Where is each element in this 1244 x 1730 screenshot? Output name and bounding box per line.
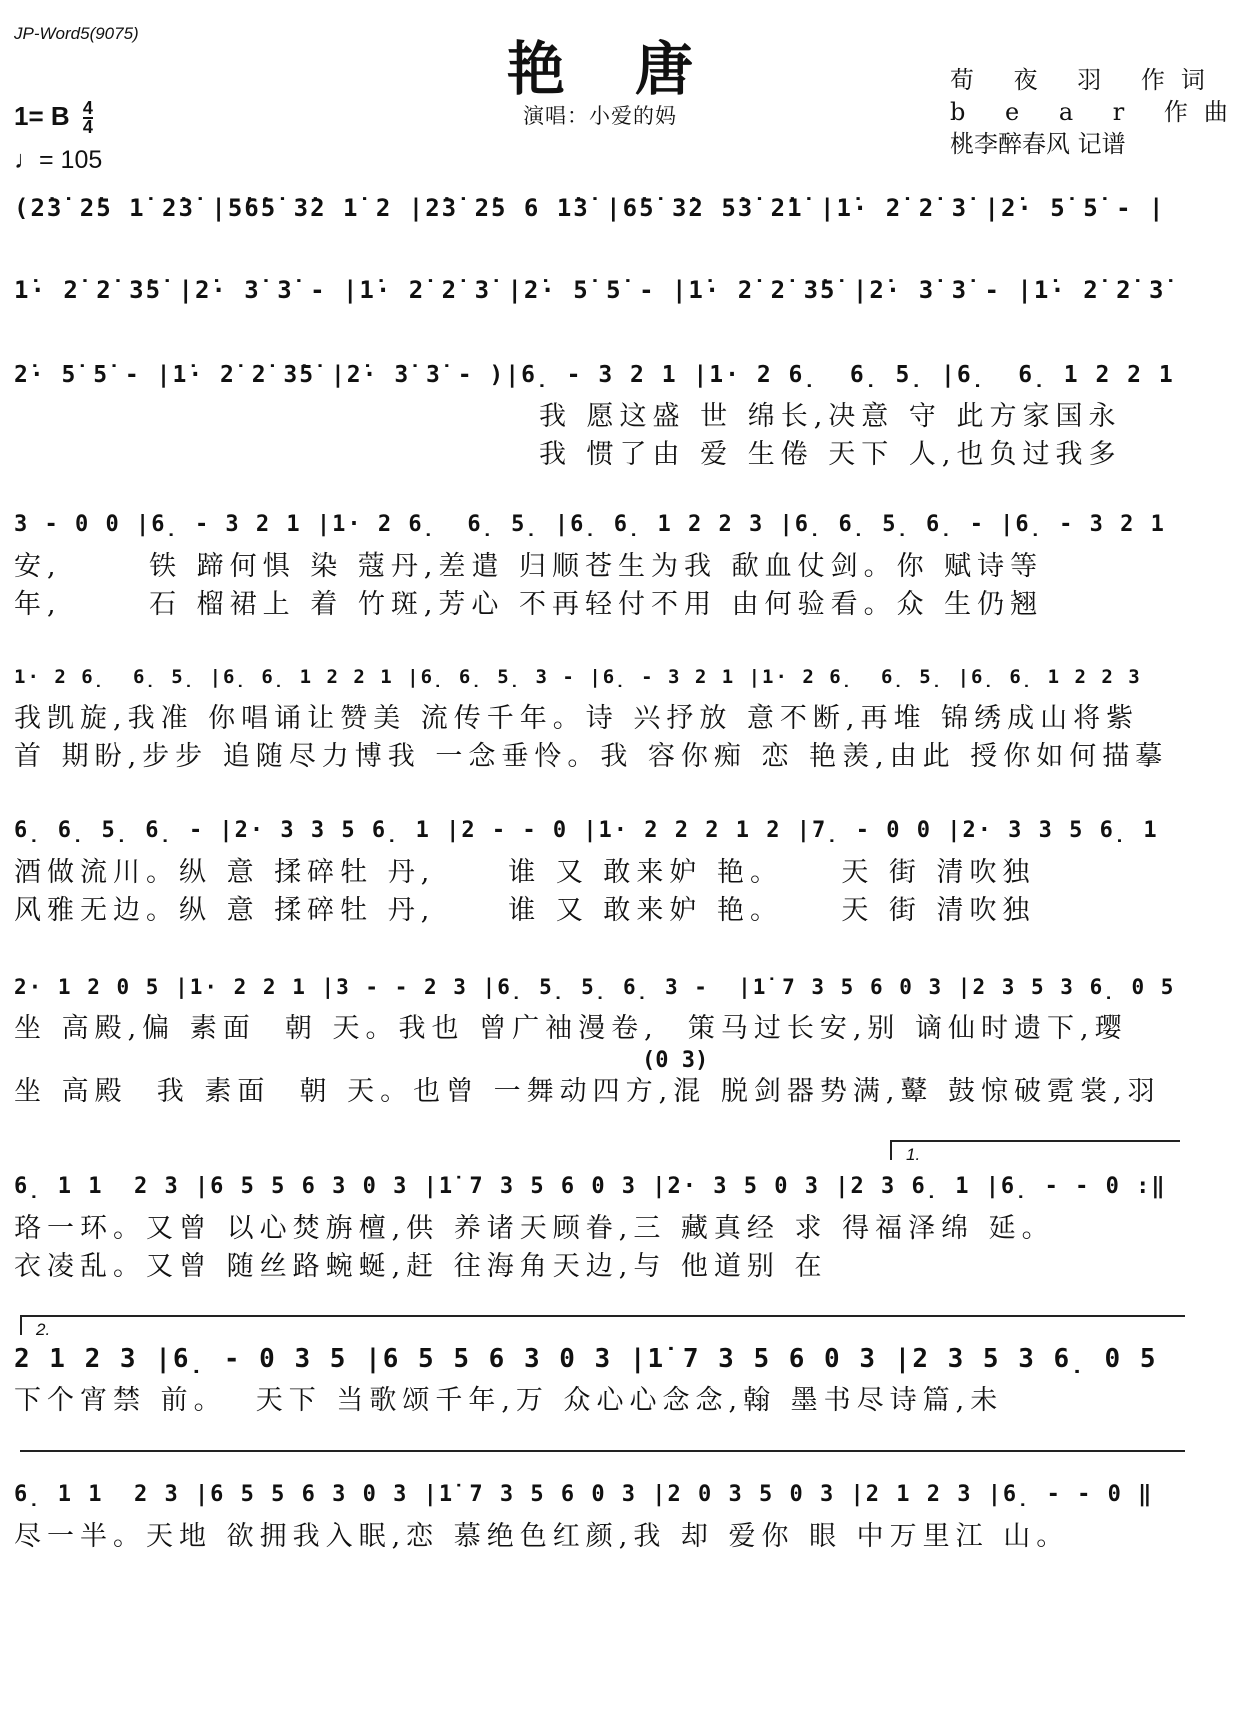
- time-signature: [83, 100, 93, 136]
- notes-line: 2· 1 2 0 5 |1· 2 2 1 |3 - - 2 3 |6̣ 5̣ 5̣ 6̣ 3 - |1̇ 7 3 5 6 0 3 |2 3 5 3 6̣ 0 5: [14, 975, 1176, 999]
- lyricist: 荀 夜 羽 作词: [950, 66, 1221, 94]
- tempo-mark: ♩= 105: [14, 146, 103, 174]
- lyric-verse-1: 尽一半。天地 欲拥我入眠,恋 慕绝色红颜,我 却 爱你 眼 中万里江 山。: [14, 1521, 1070, 1552]
- lyric-verse-2: 坐 高殿 我 素面 朝 天。也曾 一舞动四方,混 脱剑器势满,鼙 鼓惊破霓裳,羽: [14, 1076, 1161, 1107]
- volta-2-label: 2.: [36, 1320, 51, 1339]
- notes-line: (2̇3̇ 2̇5 1̇ 2̇3̇ |5̇6̇5̇ 3̇2 1̇ 2 |2̇3̇ 2̇5 6 1̇3̇ |6̇5̇ 3̇2 5̇3̇ 2̇1̇ |1̇· 2̇ 2̇ 3̇ |2̇· 5̇ 5̇ - |: [14, 194, 1166, 222]
- lyric-verse-1: 酒做流川。纵 意 揉碎牡 丹, 谁 又 敢来妒 艳。 天 街 清吹独: [14, 857, 1036, 888]
- lyric-verse-2: 风雅无边。纵 意 揉碎牡 丹, 谁 又 敢来妒 艳。 天 街 清吹独: [14, 895, 1036, 926]
- lyric-verse-2: 我 惯了由 爱 生倦 天下 人,也负过我多: [14, 439, 1122, 470]
- notes-line: 1· 2 6̣ 6̣ 5̣ |6̣ 6̣ 1 2 2 1 |6̣ 6̣ 5̣ 3 - |6̣ - 3 2 1 |1· 2 6̣ 6̣ 5̣ |6̣ 6̣ 1 2 2 3: [14, 666, 1142, 688]
- singer-line: 演唱：小爱的妈: [523, 104, 677, 128]
- notes-line: 6̣ 1 1 2 3 |6 5 5 6 3 0 3 |1̇ 7 3 5 6 0 3 |2· 3 5 0 3 |2 3 6̣ 1 |6̣ - - 0 :‖: [14, 1174, 1167, 1199]
- notes-line: 6̣ 1 1 2 3 |6 5 5 6 3 0 3 |1̇ 7 3 5 6 0 3 |2 0 3 5 0 3 |2 1 2 3 |6̣ - - 0 ‖: [14, 1482, 1154, 1507]
- lyric-verse-2: 年, 石 榴裙上 着 竹斑,芳心 不再轻付不用 由何验看。众 生仍翘: [14, 589, 1044, 620]
- software-label: JP-Word5(9075): [14, 24, 139, 43]
- lyric-verse-1: 坐 高殿,偏 素面 朝 天。我也 曾广袖漫卷, 策马过长安,别 谪仙时遗下,璎: [14, 1013, 1128, 1044]
- key-text: 1= B: [14, 100, 70, 131]
- notes-line: 6̣ 6̣ 5̣ 6̣ - |2· 3 3 5 6̣ 1 |2 - - 0 |1· 2 2 2 1 2 |7̣ - 0 0 |2· 3 3 5 6̣ 1: [14, 818, 1159, 843]
- notes-line: 2̇· 5̇ 5̇ - |1̇· 2̇ 2̇ 3̇5̇ |2̇· 3̇ 3̇ - )|6̣ - 3 2 1 |1· 2 6̣ 6̣ 5̣ |6̣ 6̣ 1 2 2 1: [14, 362, 1175, 388]
- lyric-verse-2: 衣凌乱。又曾 随丝路蜿蜒,赶 往海角天边,与 他道别 在: [14, 1251, 828, 1282]
- lyric-verse-1: 下个宵禁 前。 天下 当歌颂千年,万 众心心念念,翰 墨书尽诗篇,未: [14, 1385, 1004, 1416]
- separator-line: [20, 1450, 1185, 1452]
- lyric-verse-1: 我凯旋,我准 你唱诵让赞美 流传千年。诗 兴抒放 意不断,再堆 锦绣成山将紫: [14, 703, 1140, 734]
- composer: b e a r 作曲: [950, 98, 1244, 126]
- song-title: 艳唐: [506, 35, 763, 103]
- lyric-verse-1: 安, 铁 蹄何惧 染 蔻丹,差遣 归顺苍生为我 歃血仗剑。你 赋诗等: [14, 551, 1044, 582]
- notes-line: 1̇· 2̇ 2̇ 3̇5̇ |2̇· 3̇ 3̇ - |1̇· 2̇ 2̇ 3̇ |2̇· 5̇ 5̇ - |1̇· 2̇ 2̇ 3̇5̇ |2̇· 3̇ 3̇ - |1̇· 2̇ 2̇ 3̇: [14, 276, 1166, 304]
- time-top: 4: [82, 98, 93, 118]
- notes-line: 3 - 0 0 |6̣ - 3 2 1 |1· 2 6̣ 6̣ 5̣ |6̣ 6̣ 1 2 2 3 |6̣ 6̣ 5̣ 6̣ - |6̣ - 3 2 1: [14, 512, 1166, 537]
- volta-1-label: 1.: [906, 1145, 921, 1164]
- alt-notes: (0 3): [642, 1048, 709, 1073]
- credits: [950, 64, 1244, 160]
- key-signature: [14, 100, 93, 136]
- lyric-verse-1: 珞一环。又曾 以心焚旃檀,供 养诸天顾眷,三 藏真经 求 得福泽绵 延。: [14, 1213, 1055, 1244]
- lyric-verse-2: 首 期盼,步步 追随尽力博我 一念垂怜。我 容你痴 恋 艳羡,由此 授你如何描摹: [14, 741, 1169, 772]
- volta-1-bracket: [890, 1140, 1180, 1142]
- transcriber: 桃李醉春风 记谱: [950, 130, 1126, 158]
- notes-line: 2 1 2 3 |6̣ - 0 3 5 |6 5 5 6 3 0 3 |1̇ 7 3 5 6 0 3 |2 3 5 3 6̣ 0 5: [14, 1344, 1158, 1374]
- volta-2-bracket: [20, 1315, 1185, 1317]
- lyric-verse-1: 我 愿这盛 世 绵长,决意 守 此方家国永: [14, 401, 1122, 432]
- volta-1-bracket-edge: [890, 1140, 892, 1160]
- volta-2-bracket-edge: [20, 1315, 22, 1335]
- time-bottom: 4: [82, 117, 93, 137]
